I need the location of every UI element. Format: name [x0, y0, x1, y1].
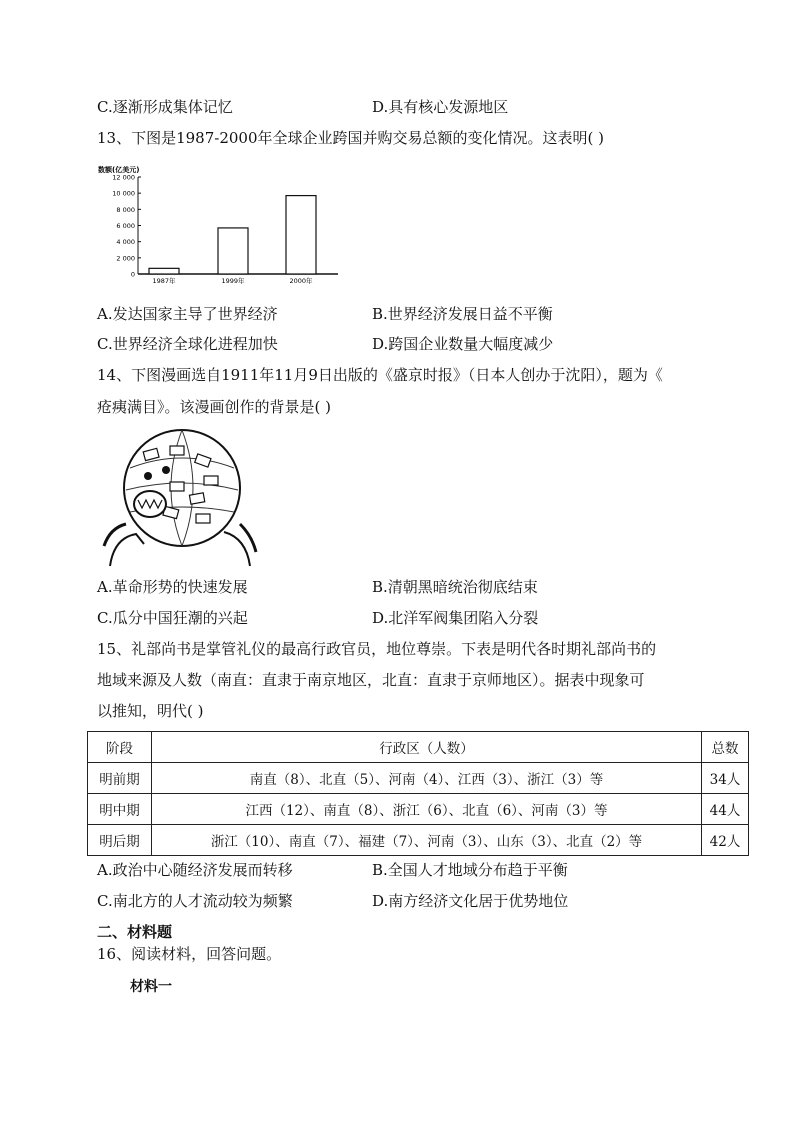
q14-stem-line2: 疮痍满目》。该漫画创作的背景是( ) — [97, 398, 331, 416]
table-cell: 明后期 — [88, 825, 152, 856]
q12-option-c: C.逐渐形成集体记忆 — [97, 98, 233, 116]
q15-table — [87, 731, 749, 856]
chart-x-tick-label: 1987年 — [152, 277, 176, 285]
q13-stem: 13、下图是1987-2000年全球企业跨国并购交易总额的变化情况。这表明( ) — [97, 129, 604, 147]
table-header-cell: 总数 — [702, 732, 749, 763]
q15-stem-line1: 15、礼部尚书是掌管礼仪的最高行政官员，地位尊崇。下表是明代各时期礼部尚书的 — [97, 640, 657, 658]
q13-option-d: D.跨国企业数量大幅度减少 — [372, 335, 554, 353]
table-row — [88, 763, 749, 794]
table-cell: 江西（12）、南直（8）、浙江（6）、北直（6）、河南（3）等 — [152, 794, 702, 825]
chart-x-tick-label: 2000年 — [289, 277, 313, 285]
q15-option-a: A.政治中心随经济发展而转移 — [97, 861, 293, 879]
table-cell: 44人 — [702, 794, 749, 825]
table-header-row — [88, 732, 749, 763]
chart-bar — [286, 196, 316, 274]
q15-option-c: C.南北方的人才流动较为频繁 — [97, 892, 293, 910]
table-header-cell: 阶段 — [88, 732, 152, 763]
table-cell: 明中期 — [88, 794, 152, 825]
chart-bar — [149, 268, 179, 274]
chart-y-tick-label: 6 000 — [116, 222, 135, 230]
chart-y-tick-label: 10 000 — [112, 189, 135, 198]
chart-y-tick-label: 0 — [130, 270, 135, 279]
q14-cartoon-image — [100, 428, 260, 568]
table-cell: 明前期 — [88, 763, 152, 794]
q14-option-b: B.清朝黑暗统治彻底结束 — [372, 578, 538, 596]
chart-x-tick-label: 1999年 — [221, 277, 245, 285]
q16-stem: 16、阅读材料，回答问题。 — [97, 945, 282, 963]
q14-option-c: C.瓜分中国狂潮的兴起 — [97, 609, 248, 627]
q15-stem-line3: 以推知，明代( ) — [97, 702, 204, 720]
q15-option-d: D.南方经济文化居于优势地位 — [372, 892, 569, 910]
q14-stem-line1: 14、下图漫画选自1911年11月9日出版的《盛京时报》（日本人创办于沈阳），题为《 — [97, 366, 663, 384]
q15-option-b: B.全国人才地域分布趋于平衡 — [372, 861, 568, 879]
chart-bar — [218, 228, 248, 274]
table-cell: 南直（8）、北直（5）、河南（4）、江西（3）、浙江（3）等 — [152, 763, 702, 794]
q12-option-d: D.具有核心发源地区 — [372, 98, 509, 116]
table-cell: 浙江（10）、南直（7）、福建（7）、河南（3）、山东（3）、北直（2）等 — [152, 825, 702, 856]
q13-option-b: B.世界经济发展日益不平衡 — [372, 305, 553, 323]
chart-y-axis-label: 数额(亿美元) — [98, 166, 140, 174]
table-row — [88, 825, 749, 856]
q13-option-c: C.世界经济全球化进程加快 — [97, 335, 278, 353]
q15-stem-line2: 地域来源及人数（南直：直隶于南京地区，北直：直隶于京师地区）。据表中现象可 — [97, 671, 645, 689]
chart-y-tick-label: 4 000 — [116, 238, 135, 247]
q13-bar-chart — [98, 160, 348, 290]
chart-y-tick-label: 2 000 — [116, 254, 135, 263]
chart-y-tick-label: 12 000 — [112, 173, 135, 182]
table-header-cell: 行政区（人数） — [152, 732, 702, 763]
q14-option-a: A.革命形势的快速发展 — [97, 578, 248, 596]
chart-y-tick-label: 8 000 — [116, 205, 135, 214]
table-cell: 42人 — [702, 825, 749, 856]
q13-option-a: A.发达国家主导了世界经济 — [97, 305, 278, 323]
table-row — [88, 794, 749, 825]
table-cell: 34人 — [702, 763, 749, 794]
material-label: 材料一 — [130, 979, 172, 995]
q14-option-d: D.北洋军阀集团陷入分裂 — [372, 609, 539, 627]
section-heading: 二、材料题 — [97, 923, 173, 941]
